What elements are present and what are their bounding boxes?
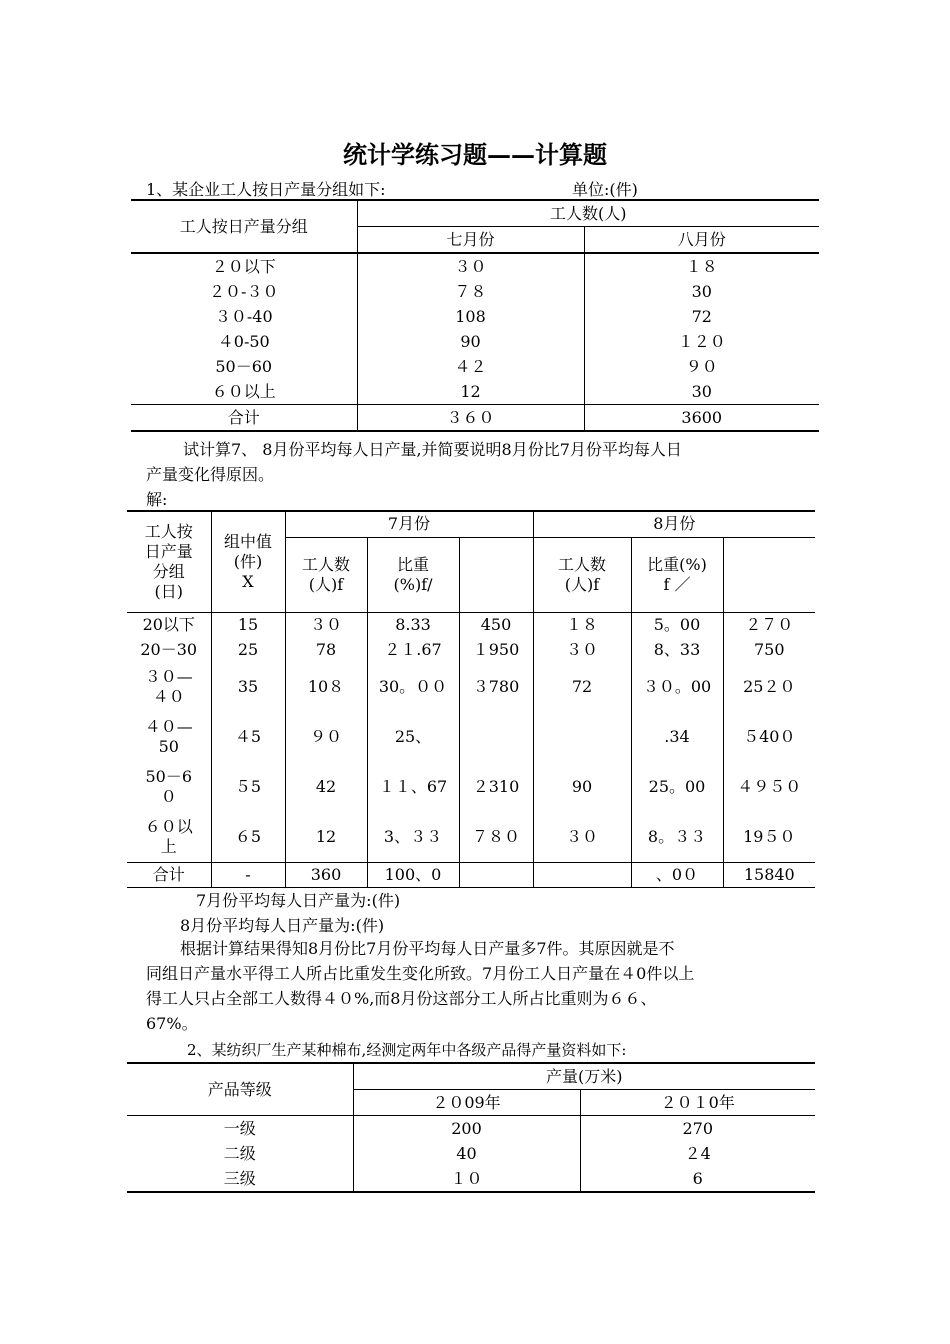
cell-xf8: 25２０ [723, 662, 815, 712]
cell-r8: 5。00 [631, 612, 723, 637]
cell-july: ４２ [357, 354, 584, 379]
cell-group: 50－60 [215, 356, 273, 376]
cell-july: ７８ [357, 279, 584, 304]
answer-para-line: 根据计算结果得知8月份比7月份平均每人日产量多7件。其原因就是不 [180, 939, 675, 958]
answer-paragraph [146, 936, 818, 1036]
cell-r7: 8.33 [367, 612, 459, 637]
sol-header-line: (%)f/ [393, 574, 433, 594]
table-row [131, 279, 819, 304]
cell-total-july: ３６０ [357, 405, 584, 432]
sol-header-mid-line: 组中值 [223, 531, 272, 551]
cell-july: ３０ [357, 253, 584, 279]
table-row [131, 379, 819, 405]
cell-group-line: ４０— [144, 717, 193, 736]
cell-total-xf8: 15840 [723, 862, 815, 887]
table-row [131, 253, 819, 279]
table-total-row [127, 862, 815, 887]
col-header-aug: 八月份 [584, 227, 819, 254]
sol-header-group-line: 工人按 [144, 521, 193, 541]
cell-r8: 8。３３ [631, 812, 723, 862]
cell-total-f8 [533, 862, 631, 887]
cell-r7: ２１.67 [367, 637, 459, 662]
cell-2009: 40 [353, 1141, 580, 1166]
cell-total-label: 合计 [127, 862, 211, 887]
col-header-group: 工人按日产量分组 [131, 200, 357, 253]
cell-total-xf7 [459, 862, 533, 887]
cell-group: ３０-40 [214, 306, 273, 326]
q1-question-line1: 试计算7、 8月份平均每人日产量,并简要说明8月份比7月份平均每人日 [183, 440, 682, 459]
cell-group: ２０-３０ [209, 281, 279, 301]
sol-header-line: f ／ [663, 574, 691, 594]
cell-f8: 72 [533, 662, 631, 712]
cell-f7: ９０ [285, 712, 367, 762]
cell-xf7 [459, 712, 533, 762]
cell-f7: 10８ [285, 662, 367, 712]
sol-header-ratio-july [367, 537, 459, 612]
sol-header-line: 工人数 [301, 554, 350, 574]
cell-r7: 3、３３ [367, 812, 459, 862]
cell-2009: １０ [353, 1166, 580, 1192]
cell-total-f7: 360 [285, 862, 367, 887]
table-row [127, 812, 815, 862]
cell-f8 [533, 712, 631, 762]
col-header-2010: ２０１0年 [580, 1090, 815, 1116]
sol-header-line: 工人数 [558, 554, 607, 574]
col-header-july: 七月份 [357, 227, 584, 254]
cell-xf7: 450 [459, 612, 533, 637]
table-total-row [131, 405, 819, 432]
sol-header-mid-line: X [242, 571, 254, 591]
cell-r8: 8、33 [631, 637, 723, 662]
cell-total-aug: 3600 [584, 405, 819, 432]
cell-x: ６5 [211, 812, 285, 862]
sol-header-line: (人)f [564, 574, 600, 594]
cell-group: 20－30 [127, 637, 211, 662]
sol-header-group-line: 分组 [152, 561, 185, 581]
answer-line2: 8月份平均每人日产量为:(件) [180, 916, 385, 935]
table-row [127, 762, 815, 812]
cell-f7: ３０ [285, 612, 367, 637]
sol-header-aug: 8月份 [533, 511, 815, 537]
sol-header-group [127, 511, 211, 612]
cell-r7: 25、 [367, 712, 459, 762]
cell-july: 108 [357, 304, 584, 329]
cell-grade: 一级 [223, 1118, 256, 1138]
cell-r8: ３０。00 [631, 662, 723, 712]
cell-f8: １８ [533, 612, 631, 637]
cell-aug: 72 [584, 304, 819, 329]
q1-intro: 1、某企业工人按日产量分组如下: [146, 180, 386, 199]
cell-group: ６０以上 [211, 381, 276, 401]
cell-total-label: 合计 [131, 405, 357, 432]
cell-f7: 42 [285, 762, 367, 812]
cell-group [127, 762, 211, 812]
cell-group-line: ４０ [152, 687, 185, 706]
sol-header-line: 比重(%) [647, 554, 707, 574]
table-row [127, 662, 815, 712]
cell-aug: 30 [584, 279, 819, 304]
sol-header-blank-aug [723, 537, 815, 612]
cell-xf8: ４９５０ [723, 762, 815, 812]
cell-xf8: 19５０ [723, 812, 815, 862]
cell-r7: 30。００ [367, 662, 459, 712]
answer-para-line: 同组日产量水平得工人所占比重发生变化所致。7月份工人日产量在４0件以上 [146, 964, 695, 983]
q1-question-line2: 产量变化得原因。 [146, 465, 275, 484]
cell-group [127, 712, 211, 762]
cell-aug: ９０ [584, 354, 819, 379]
cell-r7: １１、67 [367, 762, 459, 812]
q2-table [127, 1062, 815, 1193]
cell-group: 20以下 [127, 612, 211, 637]
cell-total-r8: 、0０ [631, 862, 723, 887]
cell-f8: ３０ [533, 812, 631, 862]
cell-group-line: ６０以 [144, 816, 193, 836]
cell-july: 90 [357, 329, 584, 354]
col-header-2009: ２０09年 [353, 1090, 580, 1116]
cell-group-line: ０ [160, 787, 177, 806]
cell-xf8: 750 [723, 637, 815, 662]
cell-2010: 6 [580, 1166, 815, 1192]
q1-table [131, 199, 819, 432]
cell-group: ４0-50 [217, 331, 270, 351]
sol-header-line: (人)f [308, 574, 344, 594]
cell-f7: 12 [285, 812, 367, 862]
sol-header-mid [211, 511, 285, 612]
sol-header-group-line: 日产量 [144, 541, 193, 561]
cell-group [127, 662, 211, 712]
cell-group-line: ３０— [144, 667, 193, 686]
sol-header-mid-line: (件) [233, 551, 263, 571]
cell-xf7: ３780 [459, 662, 533, 712]
cell-x: ５5 [211, 762, 285, 812]
answer-para-line: 67%。 [146, 1014, 198, 1033]
q1-solution-table [127, 510, 815, 888]
cell-2010: 270 [580, 1116, 815, 1142]
q1-solution-label: 解: [146, 490, 168, 509]
page-title: 统计学练习题——计算题 [343, 140, 607, 169]
sol-header-ratio-aug [631, 537, 723, 612]
table-row [127, 612, 815, 637]
answer-para-line: 得工人只占全部工人数得４０%,而8月份这部分工人所占比重则为６６、 [146, 989, 657, 1008]
cell-xf7: １950 [459, 637, 533, 662]
cell-aug: １８ [584, 253, 819, 279]
sol-header-workers-july [285, 537, 367, 612]
sol-header-blank-july [459, 537, 533, 612]
cell-f8: 90 [533, 762, 631, 812]
cell-f7: 78 [285, 637, 367, 662]
cell-x: 15 [211, 612, 285, 637]
col-header-grade: 产品等级 [127, 1063, 353, 1116]
table-row [127, 1116, 815, 1142]
sol-header-july: 7月份 [285, 511, 533, 537]
answer-line1: 7月份平均每人日产量为:(件) [196, 891, 401, 910]
sol-header-workers-aug [533, 537, 631, 612]
cell-r8: .34 [631, 712, 723, 762]
cell-2010: ２4 [580, 1141, 815, 1166]
cell-total-r7: 100、0 [367, 862, 459, 887]
cell-grade: 三级 [223, 1168, 256, 1188]
sol-header-group-line: (日) [154, 581, 183, 601]
cell-grade: 二级 [223, 1143, 256, 1163]
cell-group-line: 50 [158, 737, 179, 756]
cell-x: 25 [211, 637, 285, 662]
col-header-output: 产量(万米) [353, 1063, 815, 1090]
cell-group-line: 50－6 [145, 767, 193, 786]
cell-aug: １２０ [584, 329, 819, 354]
cell-xf8: ５40０ [723, 712, 815, 762]
cell-group: ２０以下 [211, 256, 276, 276]
table-row [131, 354, 819, 379]
cell-f8: ３０ [533, 637, 631, 662]
cell-x: 35 [211, 662, 285, 712]
table-row [131, 329, 819, 354]
q1-unit: 单位:(件) [572, 180, 638, 199]
sol-header-line: 比重 [396, 554, 429, 574]
cell-xf7: ２310 [459, 762, 533, 812]
cell-july: 12 [357, 379, 584, 405]
cell-total-x: - [211, 862, 285, 887]
table-row [127, 1166, 815, 1192]
cell-xf7: ７８０ [459, 812, 533, 862]
cell-xf8: ２７０ [723, 612, 815, 637]
cell-2009: 200 [353, 1116, 580, 1142]
cell-aug: 30 [584, 379, 819, 405]
col-header-workers: 工人数(人) [357, 200, 819, 227]
table-row [127, 1141, 815, 1166]
table-row [127, 637, 815, 662]
cell-r8: 25。00 [631, 762, 723, 812]
cell-group [127, 812, 211, 862]
table-row [127, 712, 815, 762]
cell-group-line: 上 [160, 836, 177, 856]
table-row [131, 304, 819, 329]
cell-x: ４5 [211, 712, 285, 762]
q2-intro: 2、某纺织厂生产某种棉布,经测定两年中各级产品得产量资料如下: [187, 1041, 627, 1059]
